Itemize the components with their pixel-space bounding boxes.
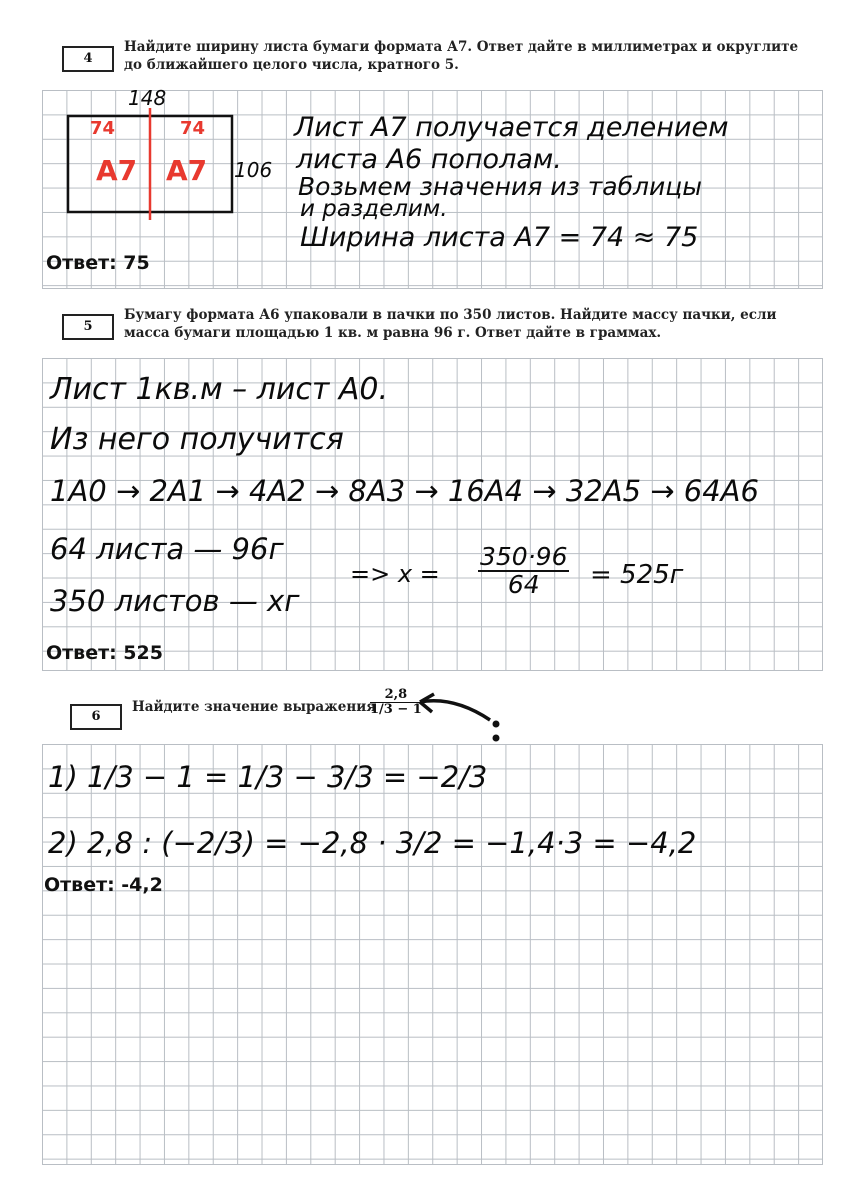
task5-fraction	[478, 544, 569, 599]
diagram-label-left: А7	[96, 154, 138, 187]
task5-answer: Ответ: 525	[46, 642, 163, 664]
task4-solution-line3: Возьмем значения из таблицы	[298, 172, 702, 201]
task6-expression-denominator: 1/3 − 1	[370, 701, 422, 717]
task5-line2: Из него получится	[50, 422, 344, 457]
task5-header	[40, 296, 820, 354]
task5-result: = 525г	[590, 560, 684, 590]
task5-fraction-numerator: 350·96	[480, 542, 568, 571]
task4-solution-line5: Ширина листа А7 = 74 ≈ 75	[300, 222, 699, 253]
task5-number: 5	[62, 314, 114, 340]
task6-question: Найдите значение выражения	[132, 699, 377, 715]
diagram-top-label: 148	[128, 86, 167, 110]
task6-header	[40, 684, 820, 744]
task5-line1: Лист 1кв.м – лист А0.	[50, 372, 389, 407]
task6-expression-numerator: 2,8	[370, 688, 422, 703]
task5-chain: 1А0 → 2А1 → 4А2 → 8А3 → 16А4 → 32А5 → 64А6	[50, 474, 759, 508]
diagram-left-half: 74	[90, 118, 116, 139]
diagram-label-right: А7	[166, 154, 208, 187]
task6-grid	[42, 744, 823, 1165]
task4-answer: Ответ: 75	[46, 252, 150, 274]
task5-fraction-denominator: 64	[507, 570, 540, 600]
task4-solution-line1: Лист А7 получается делением	[294, 112, 729, 143]
diagram-side-label: 106	[234, 158, 273, 182]
a7-diagram	[62, 108, 242, 220]
task5-proportion-1: 64 листа — 96г	[50, 532, 284, 566]
task5-implies: => x =	[350, 560, 440, 588]
task5-question: Бумагу формата А6 упаковали в пачки по 350 листов. Найдите массу пачки, если масса бумаги площадью 1 кв. м равна 96 г. Ответ дайте в граммах.	[124, 307, 777, 341]
task4-solution-line4: и разделим.	[300, 196, 448, 222]
task4-header	[40, 28, 820, 86]
task6-number: 6	[70, 704, 122, 730]
task6-answer: Ответ: -4,2	[44, 874, 163, 896]
task6-step2: 2) 2,8 : (−2/3) = −2,8 · 3/2 = −1,4·3 = −4,2	[48, 826, 697, 860]
task4-solution-line2: листа А6 пополам.	[296, 144, 562, 175]
task5-proportion-2: 350 листов — xг	[50, 584, 300, 618]
arrow-icon	[414, 692, 504, 742]
task4-question: Найдите ширину листа бумаги формата А7. Ответ дайте в миллиметрах и округлите до ближайшего целого числа, кратного 5.	[124, 39, 799, 73]
task4-number: 4	[62, 46, 114, 72]
task6-step1: 1) 1/3 − 1 = 1/3 − 3/3 = −2/3	[48, 760, 488, 794]
diagram-right-half: 74	[180, 118, 206, 139]
